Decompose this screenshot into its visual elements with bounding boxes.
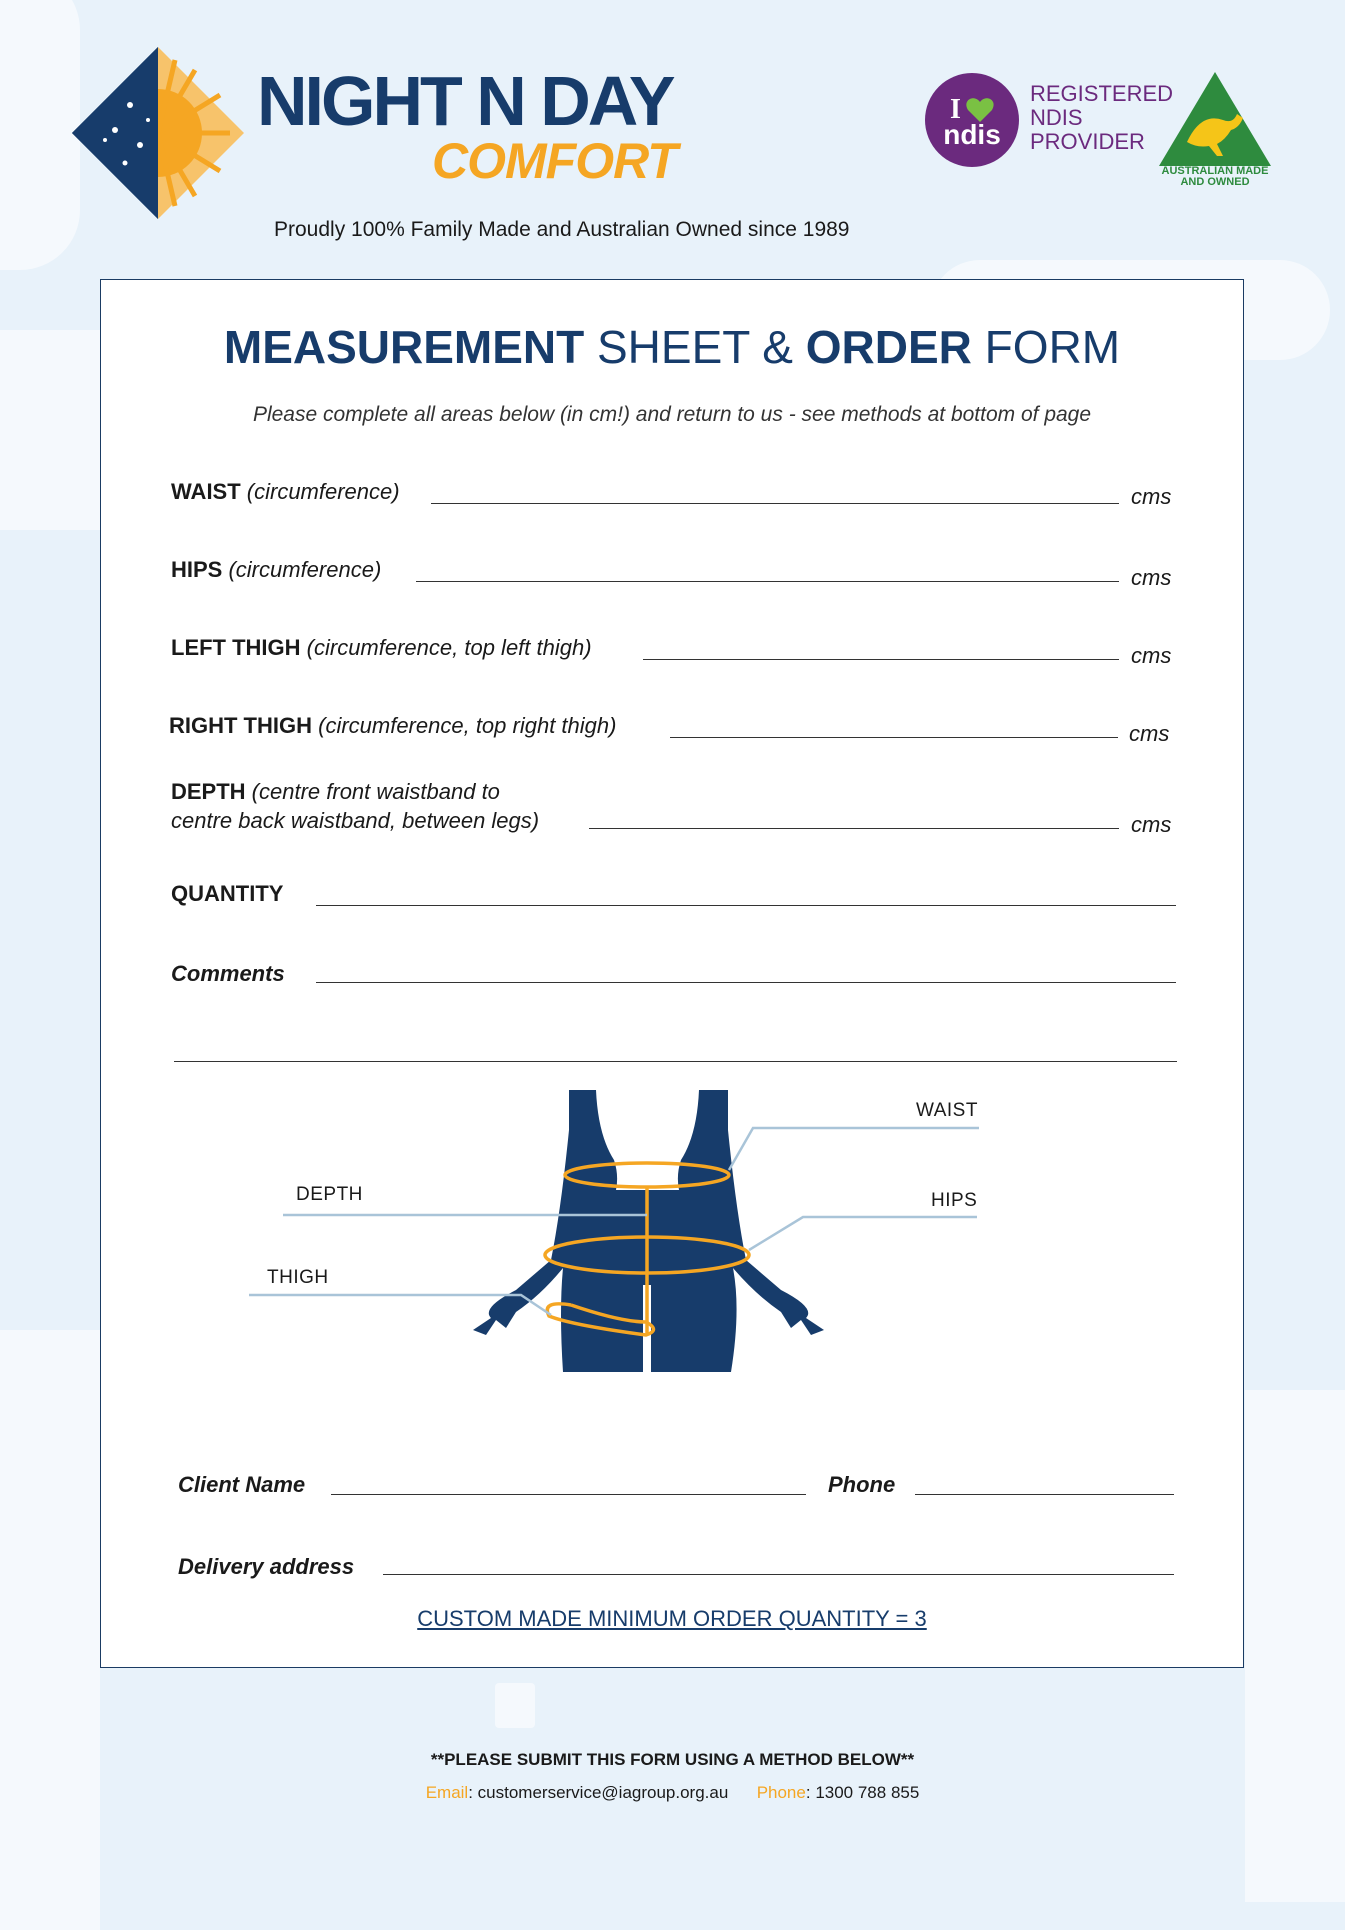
waist-unit: cms [1131, 484, 1172, 509]
depth-input-line[interactable] [589, 828, 1119, 829]
right-thigh-label-hint: (circumference, top right thigh) [312, 713, 617, 738]
depth-unit: cms [1131, 812, 1172, 837]
title-sheet: SHEET & [584, 321, 806, 373]
right-thigh-unit: cms [1129, 721, 1170, 746]
ndis-line: PROVIDER [1030, 129, 1145, 154]
quantity-label-main: QUANTITY [171, 881, 284, 906]
comments-label: Comments [171, 961, 285, 986]
waist-label-main: WAIST [171, 479, 241, 504]
phone-contact-label: Phone [756, 1783, 806, 1802]
client-name-label: Client Name [178, 1472, 306, 1497]
ndis-logo-text: ndis [943, 119, 1001, 150]
left-thigh-label-hint: (circumference, top left thigh) [300, 635, 592, 660]
title-form: FORM [971, 321, 1121, 373]
email-colon: : [468, 1783, 478, 1802]
diagram-hips-label: HIPS [931, 1190, 978, 1211]
comments-input-line[interactable] [316, 982, 1176, 983]
hips-label-main: HIPS [171, 557, 223, 582]
hips-input-line[interactable] [416, 581, 1119, 582]
waist-label-hint: (circumference) [240, 479, 400, 504]
delivery-address-input-line[interactable] [383, 1574, 1174, 1575]
background-cloud [495, 1683, 535, 1728]
ndis-line: NDIS [1030, 105, 1083, 130]
form-title [101, 320, 1243, 374]
phone-input-line[interactable] [915, 1494, 1174, 1495]
submit-note: **PLEASE SUBMIT THIS FORM USING A METHOD BELOW** [430, 1750, 915, 1769]
client-name-input-line[interactable] [331, 1494, 806, 1495]
hips-pointer-line [749, 1217, 977, 1250]
australian-made-logo-icon [1157, 70, 1273, 168]
left-thigh-input-line[interactable] [643, 659, 1119, 660]
depth-label-hint-2: centre back waistband, between legs) [171, 808, 540, 833]
contact-spacer [733, 1783, 752, 1802]
ndis-line: REGISTERED [1030, 81, 1174, 106]
night-n-day-logo-icon [70, 45, 246, 221]
diagram-depth-label: DEPTH [296, 1184, 363, 1205]
background-cloud [0, 0, 80, 270]
ndis-provider-text [1030, 82, 1173, 154]
hips-unit: cms [1131, 565, 1172, 590]
phone-value[interactable]: 1300 788 855 [815, 1783, 920, 1802]
depth-label-line2 [171, 806, 539, 835]
diagram-waist-label: WAIST [916, 1100, 978, 1121]
right-thigh-label-main: RIGHT THIGH [169, 713, 312, 738]
brand-title: NIGHT N DAY [257, 62, 673, 140]
australian-made-line: AUSTRALIAN MADE [1161, 165, 1269, 177]
phone-colon: : [805, 1783, 816, 1802]
right-thigh-label [169, 711, 616, 740]
background-cloud [1245, 1390, 1345, 1902]
contact-info [0, 1783, 1345, 1803]
email-label: Email [425, 1783, 469, 1802]
body-measurement-diagram [101, 1090, 1245, 1410]
depth-label-main: DEPTH [171, 779, 246, 804]
phone-label: Phone [828, 1472, 896, 1497]
waist-pointer-line [729, 1128, 979, 1170]
form-instructions: Please complete all areas below (in cm!) and return to us - see methods at bottom of page [252, 403, 1092, 426]
background-cloud [0, 1330, 100, 1930]
waist-label [171, 477, 400, 506]
title-measurement: MEASUREMENT [223, 321, 585, 373]
hips-label-hint: (circumference) [222, 557, 382, 582]
delivery-address-label: Delivery address [178, 1554, 355, 1579]
title-order: ORDER [805, 321, 972, 373]
left-thigh-label-main: LEFT THIGH [171, 635, 301, 660]
ndis-heart-text: I [950, 94, 961, 125]
quantity-input-line[interactable] [316, 905, 1176, 906]
right-thigh-input-line[interactable] [670, 737, 1118, 738]
left-thigh-unit: cms [1131, 643, 1172, 668]
depth-label [171, 777, 500, 806]
brand-subtitle: COMFORT [432, 133, 677, 189]
australian-made-line: AND OWNED [1180, 176, 1250, 188]
australian-made-text [1150, 166, 1280, 188]
quantity-label [171, 879, 283, 908]
tagline: Proudly 100% Family Made and Australian Owned since 1989 [274, 218, 850, 241]
custom-order-note: CUSTOM MADE MINIMUM ORDER QUANTITY = 3 [417, 1606, 927, 1631]
left-thigh-label [171, 633, 592, 662]
order-form-panel [100, 279, 1244, 1668]
background-cloud [0, 330, 100, 530]
depth-label-hint-1: (centre front waistband to [245, 779, 500, 804]
comments-input-line-2[interactable] [174, 1061, 1177, 1062]
ndis-logo-icon [924, 72, 1020, 168]
email-value[interactable]: customerservice@iagroup.org.au [477, 1783, 729, 1802]
hips-label [171, 555, 381, 584]
waist-input-line[interactable] [431, 503, 1119, 504]
diagram-thigh-label: THIGH [267, 1267, 329, 1288]
